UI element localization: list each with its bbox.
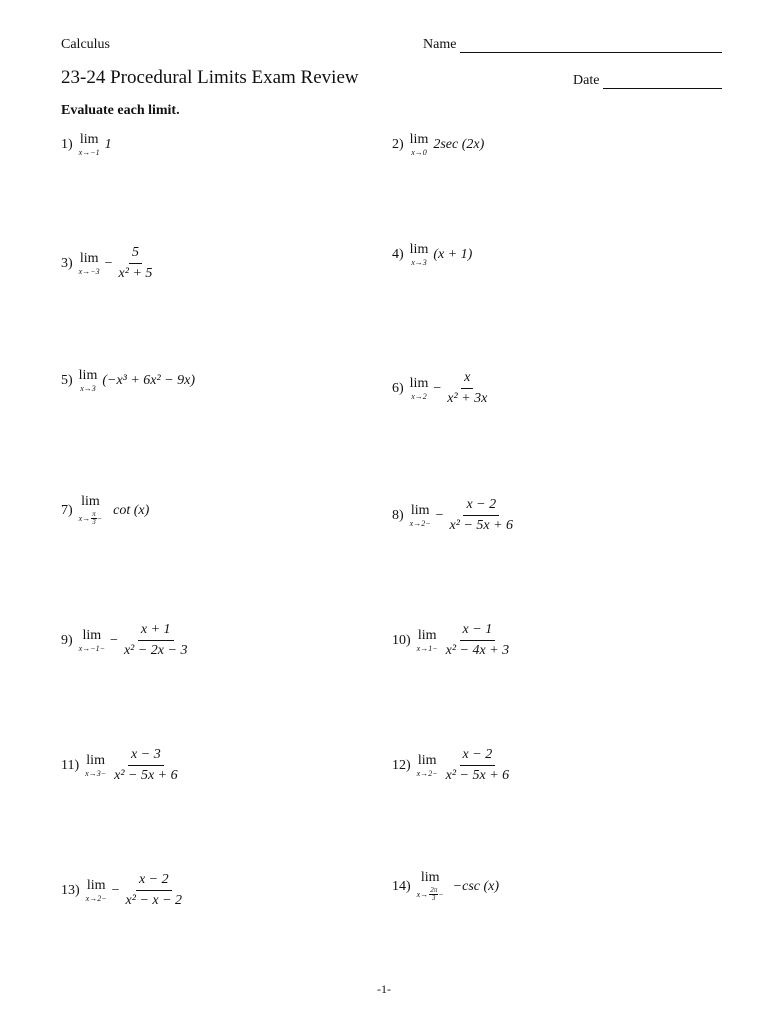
problem-number: 7) xyxy=(61,502,73,518)
problem-5 xyxy=(61,369,195,393)
course-name: Calculus xyxy=(61,37,110,52)
fraction xyxy=(123,872,186,909)
denominator: x² − 5x + 6 xyxy=(114,768,178,784)
date-label: Date xyxy=(573,73,600,88)
subscript-fraction xyxy=(429,887,438,902)
fraction xyxy=(116,245,156,282)
denominator: x² − x − 2 xyxy=(125,893,183,909)
expression: 2sec (2x) xyxy=(433,137,485,152)
problem-number: 14) xyxy=(392,878,411,894)
problem-8 xyxy=(392,497,516,534)
problem-number: 9) xyxy=(61,632,73,648)
limit-operator xyxy=(417,871,444,902)
limit-subscript: x→0 xyxy=(411,148,427,157)
limit-subscript: x→−3 xyxy=(78,266,100,276)
problem-12 xyxy=(392,747,512,784)
lim-word: lim xyxy=(410,502,430,518)
subscript-variable: x→ xyxy=(416,889,429,899)
fraction xyxy=(121,622,191,659)
problem-4 xyxy=(392,243,472,267)
limit-operator xyxy=(79,495,102,526)
problem-number: 12) xyxy=(392,757,411,773)
expression: (−x³ + 6x² − 9x) xyxy=(102,373,196,388)
limit-operator xyxy=(417,629,438,653)
name-blank-line[interactable] xyxy=(460,52,722,53)
limit-operator xyxy=(410,133,429,157)
problem-1 xyxy=(61,133,112,157)
denominator: x² − 2x − 3 xyxy=(123,643,188,659)
fraction xyxy=(444,370,490,407)
limit-operator xyxy=(79,369,98,393)
page-number: -1- xyxy=(377,982,391,996)
denominator: x² − 5x + 6 xyxy=(445,768,510,784)
problem-9 xyxy=(61,622,190,659)
limit-operator xyxy=(410,243,429,267)
problem-number: 2) xyxy=(392,137,404,152)
limit-subscript: x→−1− xyxy=(78,643,106,653)
negative-sign: − xyxy=(104,255,113,271)
numerator: 5 xyxy=(129,245,142,264)
fraction xyxy=(447,497,517,534)
limit-subscript: x→3− xyxy=(85,768,107,778)
problem-7 xyxy=(61,495,149,526)
negative-sign: − xyxy=(110,632,118,648)
problem-14 xyxy=(392,871,499,902)
problem-6 xyxy=(392,370,490,407)
numerator: x − 2 xyxy=(460,747,496,766)
problem-11 xyxy=(61,747,181,784)
lim-word: lim xyxy=(86,752,105,768)
limit-subscript: x→3 xyxy=(411,258,427,267)
subscript-fraction-denominator: 3 xyxy=(431,894,436,902)
subscript-side: − xyxy=(438,889,444,899)
lim-word: lim xyxy=(79,250,99,266)
limit-operator xyxy=(85,754,106,778)
numerator: x − 1 xyxy=(460,622,496,641)
lim-word: lim xyxy=(417,627,437,643)
instructions: Evaluate each limit. xyxy=(61,103,180,118)
subscript-variable: x→ xyxy=(78,513,91,523)
expression: (x + 1) xyxy=(433,247,473,262)
denominator: x² + 5 xyxy=(118,266,153,282)
denominator: x² − 4x + 3 xyxy=(445,643,510,659)
negative-sign: − xyxy=(111,882,120,898)
limit-operator xyxy=(79,629,105,653)
numerator: x xyxy=(461,370,473,389)
numerator: x − 2 xyxy=(136,872,172,891)
limit-subscript: x→3 xyxy=(80,384,96,393)
problem-number: 4) xyxy=(392,247,404,262)
problem-number: 8) xyxy=(392,507,404,523)
problem-10 xyxy=(392,622,512,659)
lim-word: lim xyxy=(409,242,429,257)
lim-word: lim xyxy=(86,877,106,893)
numerator: x − 2 xyxy=(463,497,499,516)
numerator: x + 1 xyxy=(138,622,174,641)
problem-number: 5) xyxy=(61,373,73,388)
limit-subscript: x→2 xyxy=(411,391,427,401)
denominator: x² + 3x xyxy=(447,391,488,407)
lim-word: lim xyxy=(81,494,100,509)
negative-sign: − xyxy=(435,507,444,523)
limit-operator xyxy=(417,754,438,778)
limit-subscript: x→1− xyxy=(416,643,438,653)
problem-3 xyxy=(61,245,155,282)
limit-operator xyxy=(410,377,429,401)
problem-number: 1) xyxy=(61,137,73,152)
subscript-fraction-numerator: 2π xyxy=(430,886,438,894)
limit-subscript xyxy=(417,887,444,902)
limit-operator xyxy=(79,252,100,276)
problem-number: 3) xyxy=(61,255,73,271)
lim-word: lim xyxy=(78,368,98,383)
denominator: x² − 5x + 6 xyxy=(449,518,514,534)
date-blank-line[interactable] xyxy=(603,88,722,89)
lim-word: lim xyxy=(409,375,429,391)
lim-word: lim xyxy=(82,627,102,643)
negative-sign: − xyxy=(433,380,442,396)
limit-subscript xyxy=(79,511,102,526)
problem-number: 6) xyxy=(392,380,404,396)
expression: cot (x) xyxy=(113,502,150,518)
subscript-side: − xyxy=(96,513,103,523)
subscript-fraction-denominator: 3 xyxy=(92,518,96,526)
limit-subscript: x→2− xyxy=(85,893,107,903)
problem-number: 11) xyxy=(61,757,80,773)
page-title: 23-24 Procedural Limits Exam Review xyxy=(61,67,359,88)
expression: 1 xyxy=(104,137,112,152)
name-label: Name xyxy=(423,37,457,52)
lim-word: lim xyxy=(409,132,429,147)
limit-subscript: x→−1 xyxy=(78,148,100,157)
problem-number: 13) xyxy=(61,882,80,898)
problem-13 xyxy=(61,872,185,909)
lim-word: lim xyxy=(79,132,99,147)
fraction xyxy=(111,747,181,784)
numerator: x − 3 xyxy=(128,747,164,766)
problem-2 xyxy=(392,133,484,157)
lim-word: lim xyxy=(420,870,440,885)
subscript-fraction-numerator: π xyxy=(92,510,96,518)
lim-word: lim xyxy=(417,752,437,768)
limit-operator xyxy=(79,133,100,157)
limit-operator xyxy=(410,504,431,528)
problem-number: 10) xyxy=(392,632,411,648)
limit-operator xyxy=(86,879,107,903)
limit-subscript: x→2− xyxy=(416,768,438,778)
expression: −csc (x) xyxy=(452,878,500,894)
fraction xyxy=(443,622,513,659)
limit-subscript: x→2− xyxy=(409,518,431,528)
fraction xyxy=(443,747,513,784)
